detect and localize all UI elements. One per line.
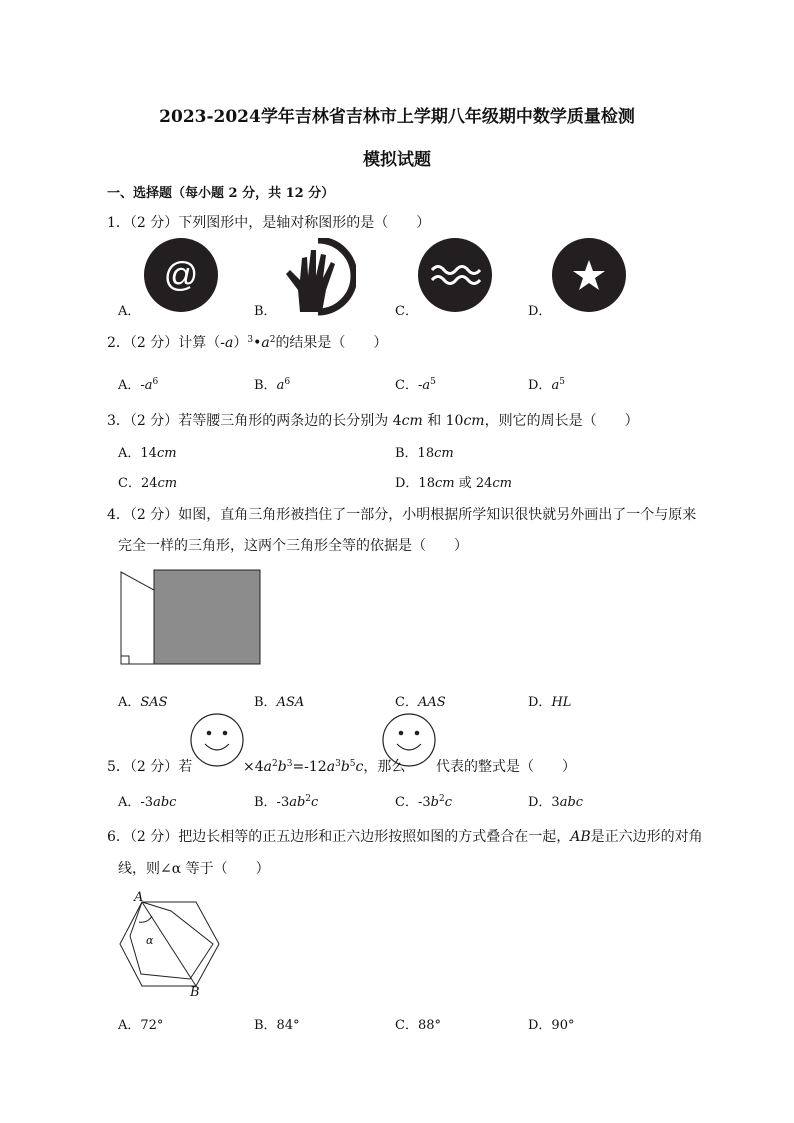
q4-option-d[interactable]: D．HL bbox=[528, 695, 572, 710]
q6-option-b[interactable]: B．84° bbox=[254, 1018, 300, 1033]
exam-subtitle: 模拟试题 bbox=[363, 150, 431, 170]
smiley-face-icon bbox=[190, 712, 244, 770]
q2-option-b[interactable]: B．$a^6$ bbox=[254, 377, 291, 393]
q2-option-a[interactable]: A．$-a^6$ bbox=[118, 377, 159, 393]
q3-option-d[interactable]: D．18cm 或 24cm bbox=[395, 476, 512, 491]
q1-option-c[interactable]: C． bbox=[395, 304, 418, 319]
q4-option-c[interactable]: C．AAS bbox=[395, 695, 446, 710]
point-a-label: A bbox=[134, 890, 144, 905]
svg-text:@: @ bbox=[163, 256, 199, 294]
exam-title: 2023-2024学年吉林省吉林市上学期八年级期中数学质量检测 bbox=[159, 107, 635, 127]
q3-stem: 3．（2 分）若等腰三角形的两条边的长分别为 4cm 和 10cm，则它的周长是（ ） bbox=[107, 413, 639, 429]
q1-option-d[interactable]: D． bbox=[528, 304, 552, 319]
q6-option-d[interactable]: D．90° bbox=[528, 1018, 575, 1033]
star-icon bbox=[552, 238, 626, 312]
q4-option-a[interactable]: A．SAS bbox=[118, 695, 168, 710]
q3-option-c[interactable]: C．24cm bbox=[118, 476, 178, 491]
angle-alpha-label: α bbox=[146, 934, 154, 947]
q2-option-c[interactable]: C．$-a^5$ bbox=[395, 377, 436, 393]
q5-middle: $\times 4a^2b^3=-12a^3b^5c$，那么 bbox=[243, 759, 406, 775]
hand-icon bbox=[278, 238, 356, 316]
q5-option-c[interactable]: C．$-3b^2c$ bbox=[395, 794, 452, 810]
point-b-label: B bbox=[190, 985, 200, 998]
q4-option-b[interactable]: B．ASA bbox=[254, 695, 305, 710]
q1-stem: 1．（2 分）下列图形中，是轴对称图形的是（ ） bbox=[107, 215, 431, 231]
q5-option-b[interactable]: B．$-3ab^2c$ bbox=[254, 794, 319, 810]
pentagon-hexagon-figure bbox=[112, 886, 224, 998]
q5-option-d[interactable]: D．3abc bbox=[528, 795, 584, 810]
q6-option-a[interactable]: A．72° bbox=[118, 1018, 164, 1033]
q4-stem-line1: 4．（2 分）如图，直角三角形被挡住了一部分，小明根据所学知识很快就另外画出了一个与原来 bbox=[107, 507, 697, 523]
q5-option-a[interactable]: A．-3abc bbox=[118, 795, 177, 810]
q6-stem-line1: 6．（2 分）把边长相等的正五边形和正六边形按照如图的方式叠合在一起，AB是正六边形的对角 bbox=[107, 829, 703, 845]
q3-option-b[interactable]: B．18cm bbox=[395, 446, 454, 461]
q3-option-a[interactable]: A．14cm bbox=[118, 446, 177, 461]
q2-stem: 2．（2 分）计算$(-a)^3•a^2$的结果是（ ） bbox=[107, 335, 388, 351]
at-sign-icon bbox=[144, 238, 218, 312]
section-heading: 一、选择题（每小题 2 分，共 12 分） bbox=[107, 186, 335, 201]
q4-stem-line2: 完全一样的三角形，这两个三角形全等的依据是（ ） bbox=[118, 538, 468, 554]
q6-option-c[interactable]: C．88° bbox=[395, 1018, 441, 1033]
q5-suffix: 代表的整式是（ ） bbox=[436, 759, 576, 775]
q6-stem-line2: 线，则∠α 等于（ ） bbox=[118, 861, 270, 877]
q2-option-d[interactable]: D．$a^5$ bbox=[528, 377, 565, 393]
q1-option-a[interactable]: A． bbox=[118, 304, 141, 319]
q1-option-b[interactable]: B． bbox=[254, 304, 277, 319]
q4-triangle-figure bbox=[118, 568, 264, 668]
waves-icon bbox=[418, 238, 492, 312]
q5-prefix: 5．（2 分）若 bbox=[107, 759, 193, 775]
